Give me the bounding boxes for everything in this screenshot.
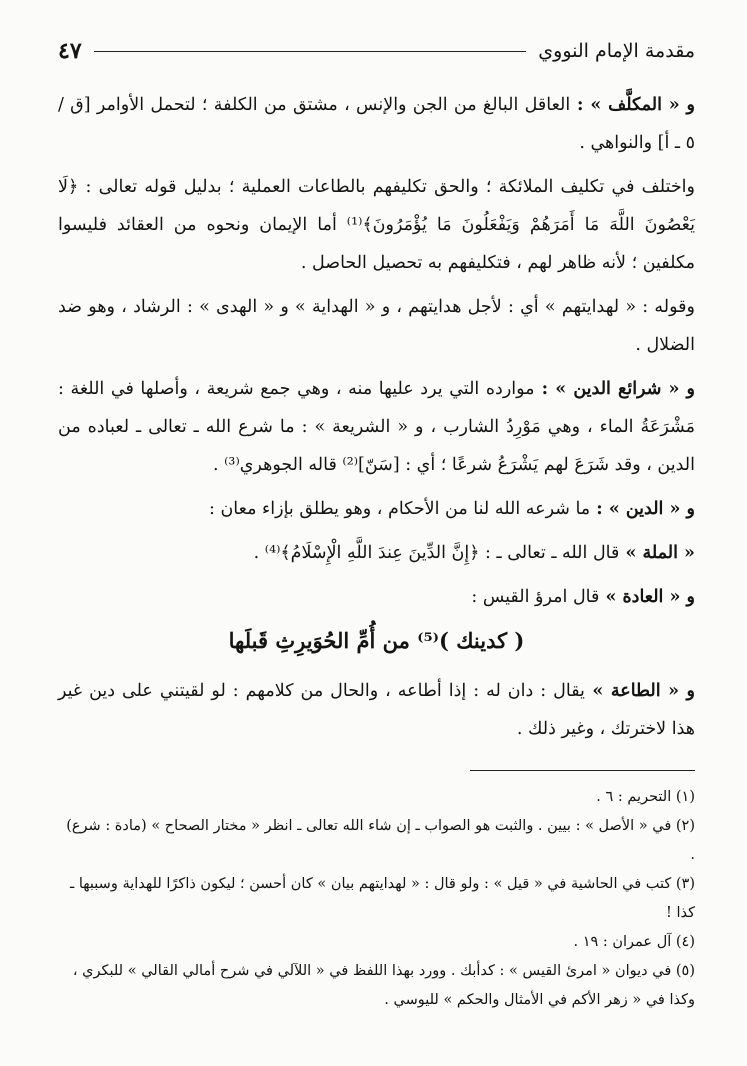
- paragraph: [58, 86, 695, 162]
- footnote: (٥) في ديوان « امرئ القيس » : كدأبك . وورد بهذا اللفظ في « اللآلي في شرح أمالي القالي » للبكري ، وكذا في « زهر الأكم في الأمثال والحكم » لليوسي .: [72, 963, 695, 1008]
- footnotes: [58, 783, 695, 1015]
- defined-term: و « شرائع الدين » :: [534, 379, 696, 399]
- footnote: (١) التحريم : ٦ .: [596, 789, 695, 805]
- paragraph-text: موارده التي يرد عليها منه ، وهي جمع شريعة ، وأصلها في اللغة : مَشْرَعَةُ الماء ، وهي مَوْرِدُ الشارب ، و « الشريعة » : ما شرع الله ـ تعالى ـ لعباده من الدين ، وقد شَرَعَ لهم يَشْرَعُ شرعًا ؛ أي : [سَنّ]⁽²⁾ قاله الجوهري⁽³⁾ .: [58, 379, 695, 475]
- running-header: [58, 28, 695, 74]
- defined-term: و « الدين » :: [590, 499, 695, 519]
- footnote-separator: [470, 770, 695, 771]
- running-title: مقدمة الإمام النووي: [538, 40, 695, 62]
- paragraph-text: قال الله ـ تعالى ـ : ﴿إِنَّ الدِّينَ عِندَ اللَّهِ الْإِسْلَامُ﴾⁽⁴⁾ .: [253, 543, 620, 563]
- paragraph: [58, 370, 695, 484]
- defined-term: و « الطاعة »: [584, 681, 695, 701]
- paragraph: [58, 578, 695, 616]
- paragraph: [58, 168, 695, 282]
- paragraph-text: وقوله : « لهدايتهم » أي : لأجل هدايتهم ، و « الهداية » و « الهدى » : الرشاد ، وهو ضد الضلال .: [58, 297, 695, 355]
- paragraph: [58, 288, 695, 364]
- paragraph-text: يقال : دان له : إذا أطاعه ، والحال من كلامهم : لو لقيتني على دين غير هذا لاخترتك ، وغير ذلك .: [58, 681, 695, 739]
- footnote: (٤) آل عمران : ١٩ .: [573, 934, 695, 950]
- paragraph-text: العاقل البالغ من الجن والإنس ، مشتق من الكلفة ؛ لتحمل الأوامر [ق / ٥ ـ أ] والنواهي .: [58, 95, 695, 153]
- paragraph: [58, 672, 695, 748]
- paragraph-text: قال امرؤ القيس :: [471, 587, 600, 607]
- footnote: (٣) كتب في الحاشية في « قيل » : ولو قال : « لهدايتهم بيان » كان أحسن ؛ ليكون ذاكرًا للهداية وسببها ـ كذا !: [69, 876, 695, 921]
- header-rule: [94, 51, 527, 52]
- defined-term: و « المكلَّف » :: [570, 95, 695, 115]
- paragraph-text: واختلف في تكليف الملائكة ؛ والحق تكليفهم بالطاعات العملية ؛ بدليل قوله تعالى : ﴿لَا يَعْصُونَ اللَّهَ مَا أَمَرَهُمْ وَيَفْعَلُونَ مَا يُؤْمَرُونَ﴾⁽¹⁾ أما الإيمان ونحوه من العقائد فليسوا مكلفين ؛ لأنه ظاهر لهم ، فتكليفهم به تحصيل الحاصل .: [58, 177, 695, 273]
- footnote: (٢) في « الأصل » : بيين . والثبت هو الصواب ـ إن شاء الله تعالى ـ انظر « مختار الصحاح » (مادة : شرع) .: [66, 818, 695, 863]
- paragraph: [58, 534, 695, 572]
- defined-term: و « العادة »: [599, 587, 695, 607]
- paragraph-text: ما شرعه الله لنا من الأحكام ، وهو يطلق بإزاء معان :: [209, 499, 591, 519]
- main-text: [58, 86, 695, 748]
- page-number: ٤٧: [58, 38, 82, 64]
- defined-term: « الملة »: [619, 543, 695, 563]
- paragraph: [58, 490, 695, 528]
- poetry-verse: ( كدينك )⁽⁵⁾ من أُمِّ الحُوَيرِثِ قَبلَها: [228, 628, 525, 653]
